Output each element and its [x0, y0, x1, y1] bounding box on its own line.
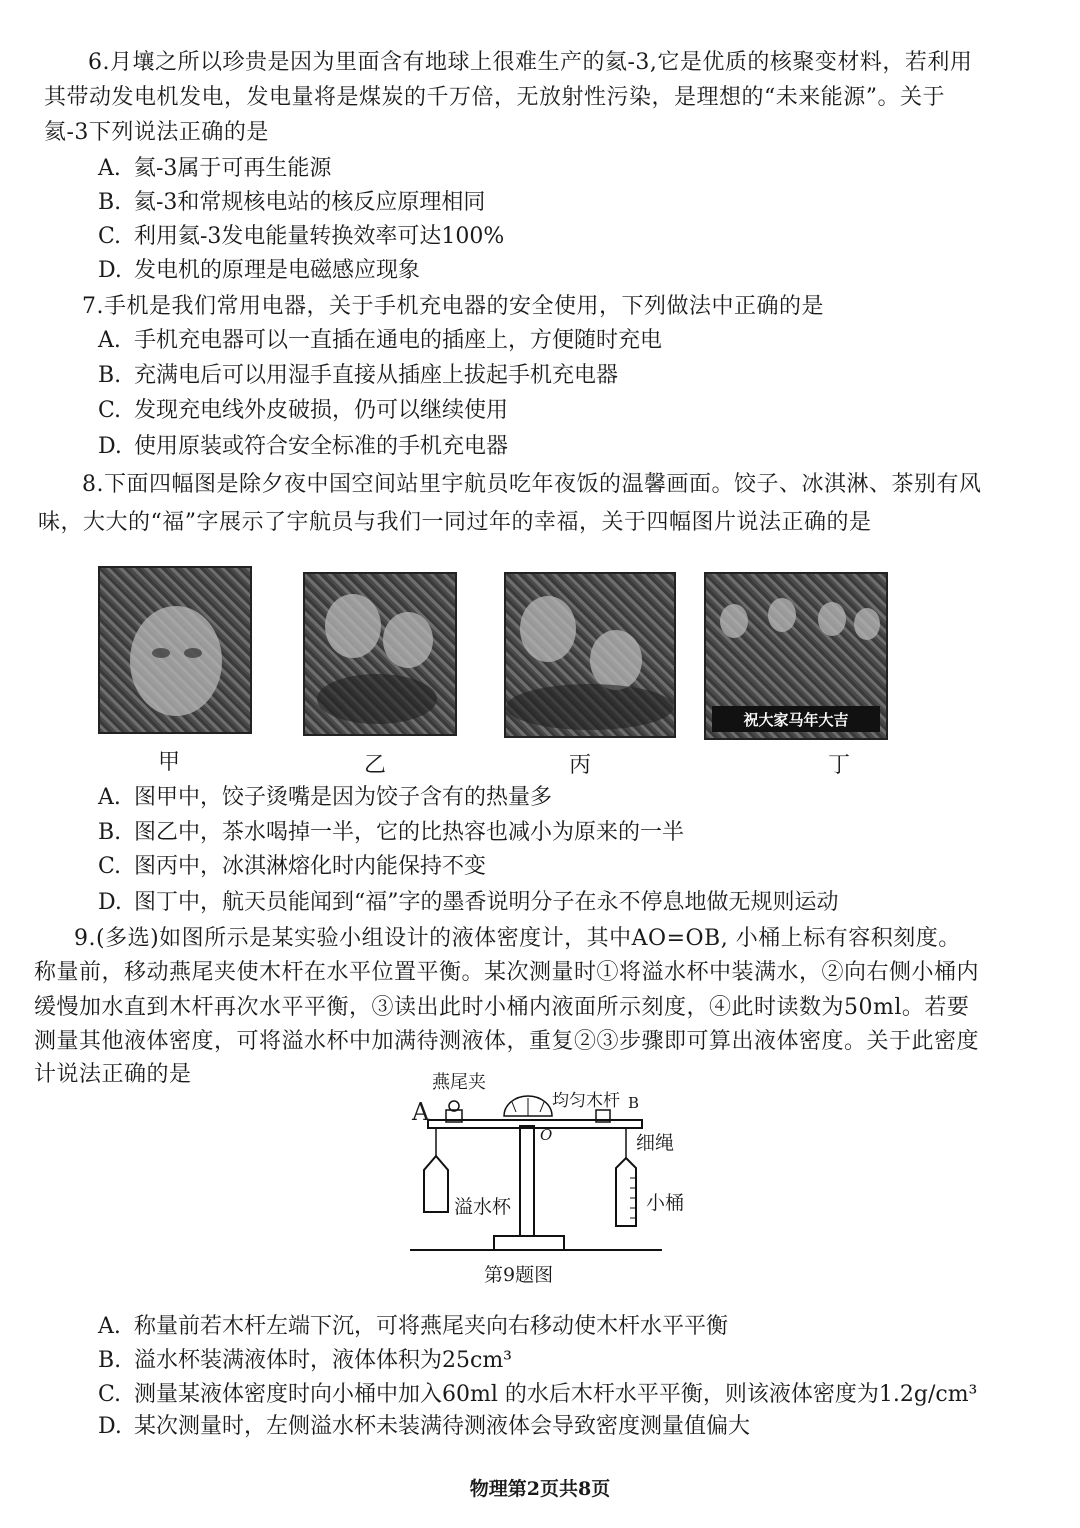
label-clip: 燕尾夹: [432, 1072, 486, 1093]
q8-option-c: C. 图丙中，冰淇淋熔化时内能保持不变: [98, 854, 487, 879]
q6-stem-line-3: 氦-3下列说法正确的是: [44, 120, 269, 145]
label-bucket: 小桶: [646, 1192, 685, 1214]
stand-base: [494, 1236, 564, 1250]
q6-stem-line-2: 其带动发电机发电，发电量将是煤炭的千万倍，无放射性污染，是理想的“未来能源”。关于: [44, 85, 945, 110]
q7-option-a: A. 手机充电器可以一直插在通电的插座上，方便随时充电: [98, 328, 663, 353]
q8-option-b: B. 图乙中，茶水喝掉一半，它的比热容也减小为原来的一半: [98, 820, 685, 845]
label-a: A: [412, 1098, 430, 1126]
photo-jia: [98, 566, 252, 734]
overflow-cup: [424, 1156, 448, 1212]
photo-yi: [303, 572, 457, 736]
q9-stem-line-2: 称量前，移动燕尾夹使木杆在水平位置平衡。某次测量时①将溢水杯中装满水，②向右侧小桶内: [34, 960, 980, 985]
caption-yi: 乙: [364, 753, 387, 778]
q9-stem-line-4: 测量其他液体密度，可将溢水杯中加满待测液体，重复②③步骤即可算出液体密度。关于此密度: [34, 1029, 980, 1054]
small-bucket: [616, 1158, 636, 1226]
caption-bing: 丙: [569, 753, 592, 778]
q6-option-c: C. 利用氦-3发电能量转换效率可达100%: [98, 224, 505, 249]
q6-option-b: B. 氦-3和常规核电站的核反应原理相同: [98, 190, 486, 215]
q9-stem-line-1: 9.(多选)如图所示是某实验小组设计的液体密度计，其中AO=OB, 小桶上标有容积刻度。: [74, 926, 961, 951]
caption-jia: 甲: [158, 750, 181, 775]
photo-ding-banner: 祝大家马年大吉: [712, 706, 880, 732]
q7-option-d: D. 使用原装或符合安全标准的手机充电器: [98, 434, 509, 459]
q9-option-d: D. 某次测量时，左侧溢水杯未装满待测液体会导致密度测量值偏大: [98, 1414, 751, 1439]
q9-stem-line-5: 计说法正确的是: [34, 1062, 192, 1087]
q6-stem-line-1: 6.月壤之所以珍贵是因为里面含有地球上很难生产的氦-3,它是优质的核聚变材料，若利用: [88, 50, 973, 75]
q7-option-b: B. 充满电后可以用湿手直接从插座上拔起手机充电器: [98, 363, 619, 388]
density-meter-diagram: [400, 1068, 700, 1258]
q9-stem-line-3: 缓慢加水直到木杆再次水平平衡，③读出此时小桶内液面所示刻度，④此时读数为50ml。若要: [34, 995, 970, 1020]
label-cup: 溢水杯: [454, 1196, 512, 1218]
caption-ding: 丁: [828, 753, 851, 778]
q8-option-d: D. 图丁中，航天员能闻到“福”字的墨香说明分子在永不停息地做无规则运动: [98, 890, 839, 915]
q8-stem-line-1: 8.下面四幅图是除夕夜中国空间站里宇航员吃年夜饭的温馨画面。饺子、冰淇淋、茶别有风: [82, 472, 982, 497]
q6-option-d: D. 发电机的原理是电磁感应现象: [98, 258, 421, 283]
q6-option-a: A. 氦-3属于可再生能源: [98, 156, 332, 181]
label-o: O: [540, 1126, 553, 1144]
q9-option-b: B. 溢水杯装满液体时，液体体积为25cm³: [98, 1348, 512, 1373]
q7-option-c: C. 发现充电线外皮破损，仍可以继续使用: [98, 398, 509, 423]
q9-option-c: C. 测量某液体密度时向小桶中加入60ml 的水后木杆水平平衡，则该液体密度为1.2g/cm³: [98, 1382, 978, 1407]
stand-post: [520, 1126, 534, 1236]
q8-option-a: A. 图甲中，饺子烫嘴是因为饺子含有的热量多: [98, 785, 553, 810]
photo-bing: [504, 572, 676, 738]
q7-stem-line-1: 7.手机是我们常用电器，关于手机充电器的安全使用，下列做法中正确的是: [82, 294, 824, 319]
q9-option-a: A. 称量前若木杆左端下沉，可将燕尾夹向右移动使木杆水平平衡: [98, 1314, 729, 1339]
photo-ding: [704, 572, 888, 740]
q8-stem-line-2: 味，大大的“福”字展示了宇航员与我们一同过年的幸福，关于四幅图片说法正确的是: [38, 510, 872, 535]
page-footer: 物理第2页共8页: [469, 1478, 611, 1500]
label-b: B: [628, 1094, 640, 1112]
label-rod: 均匀木杆: [552, 1091, 620, 1111]
label-rope: 细绳: [636, 1132, 675, 1154]
figure-caption: 第9题图: [484, 1264, 554, 1286]
